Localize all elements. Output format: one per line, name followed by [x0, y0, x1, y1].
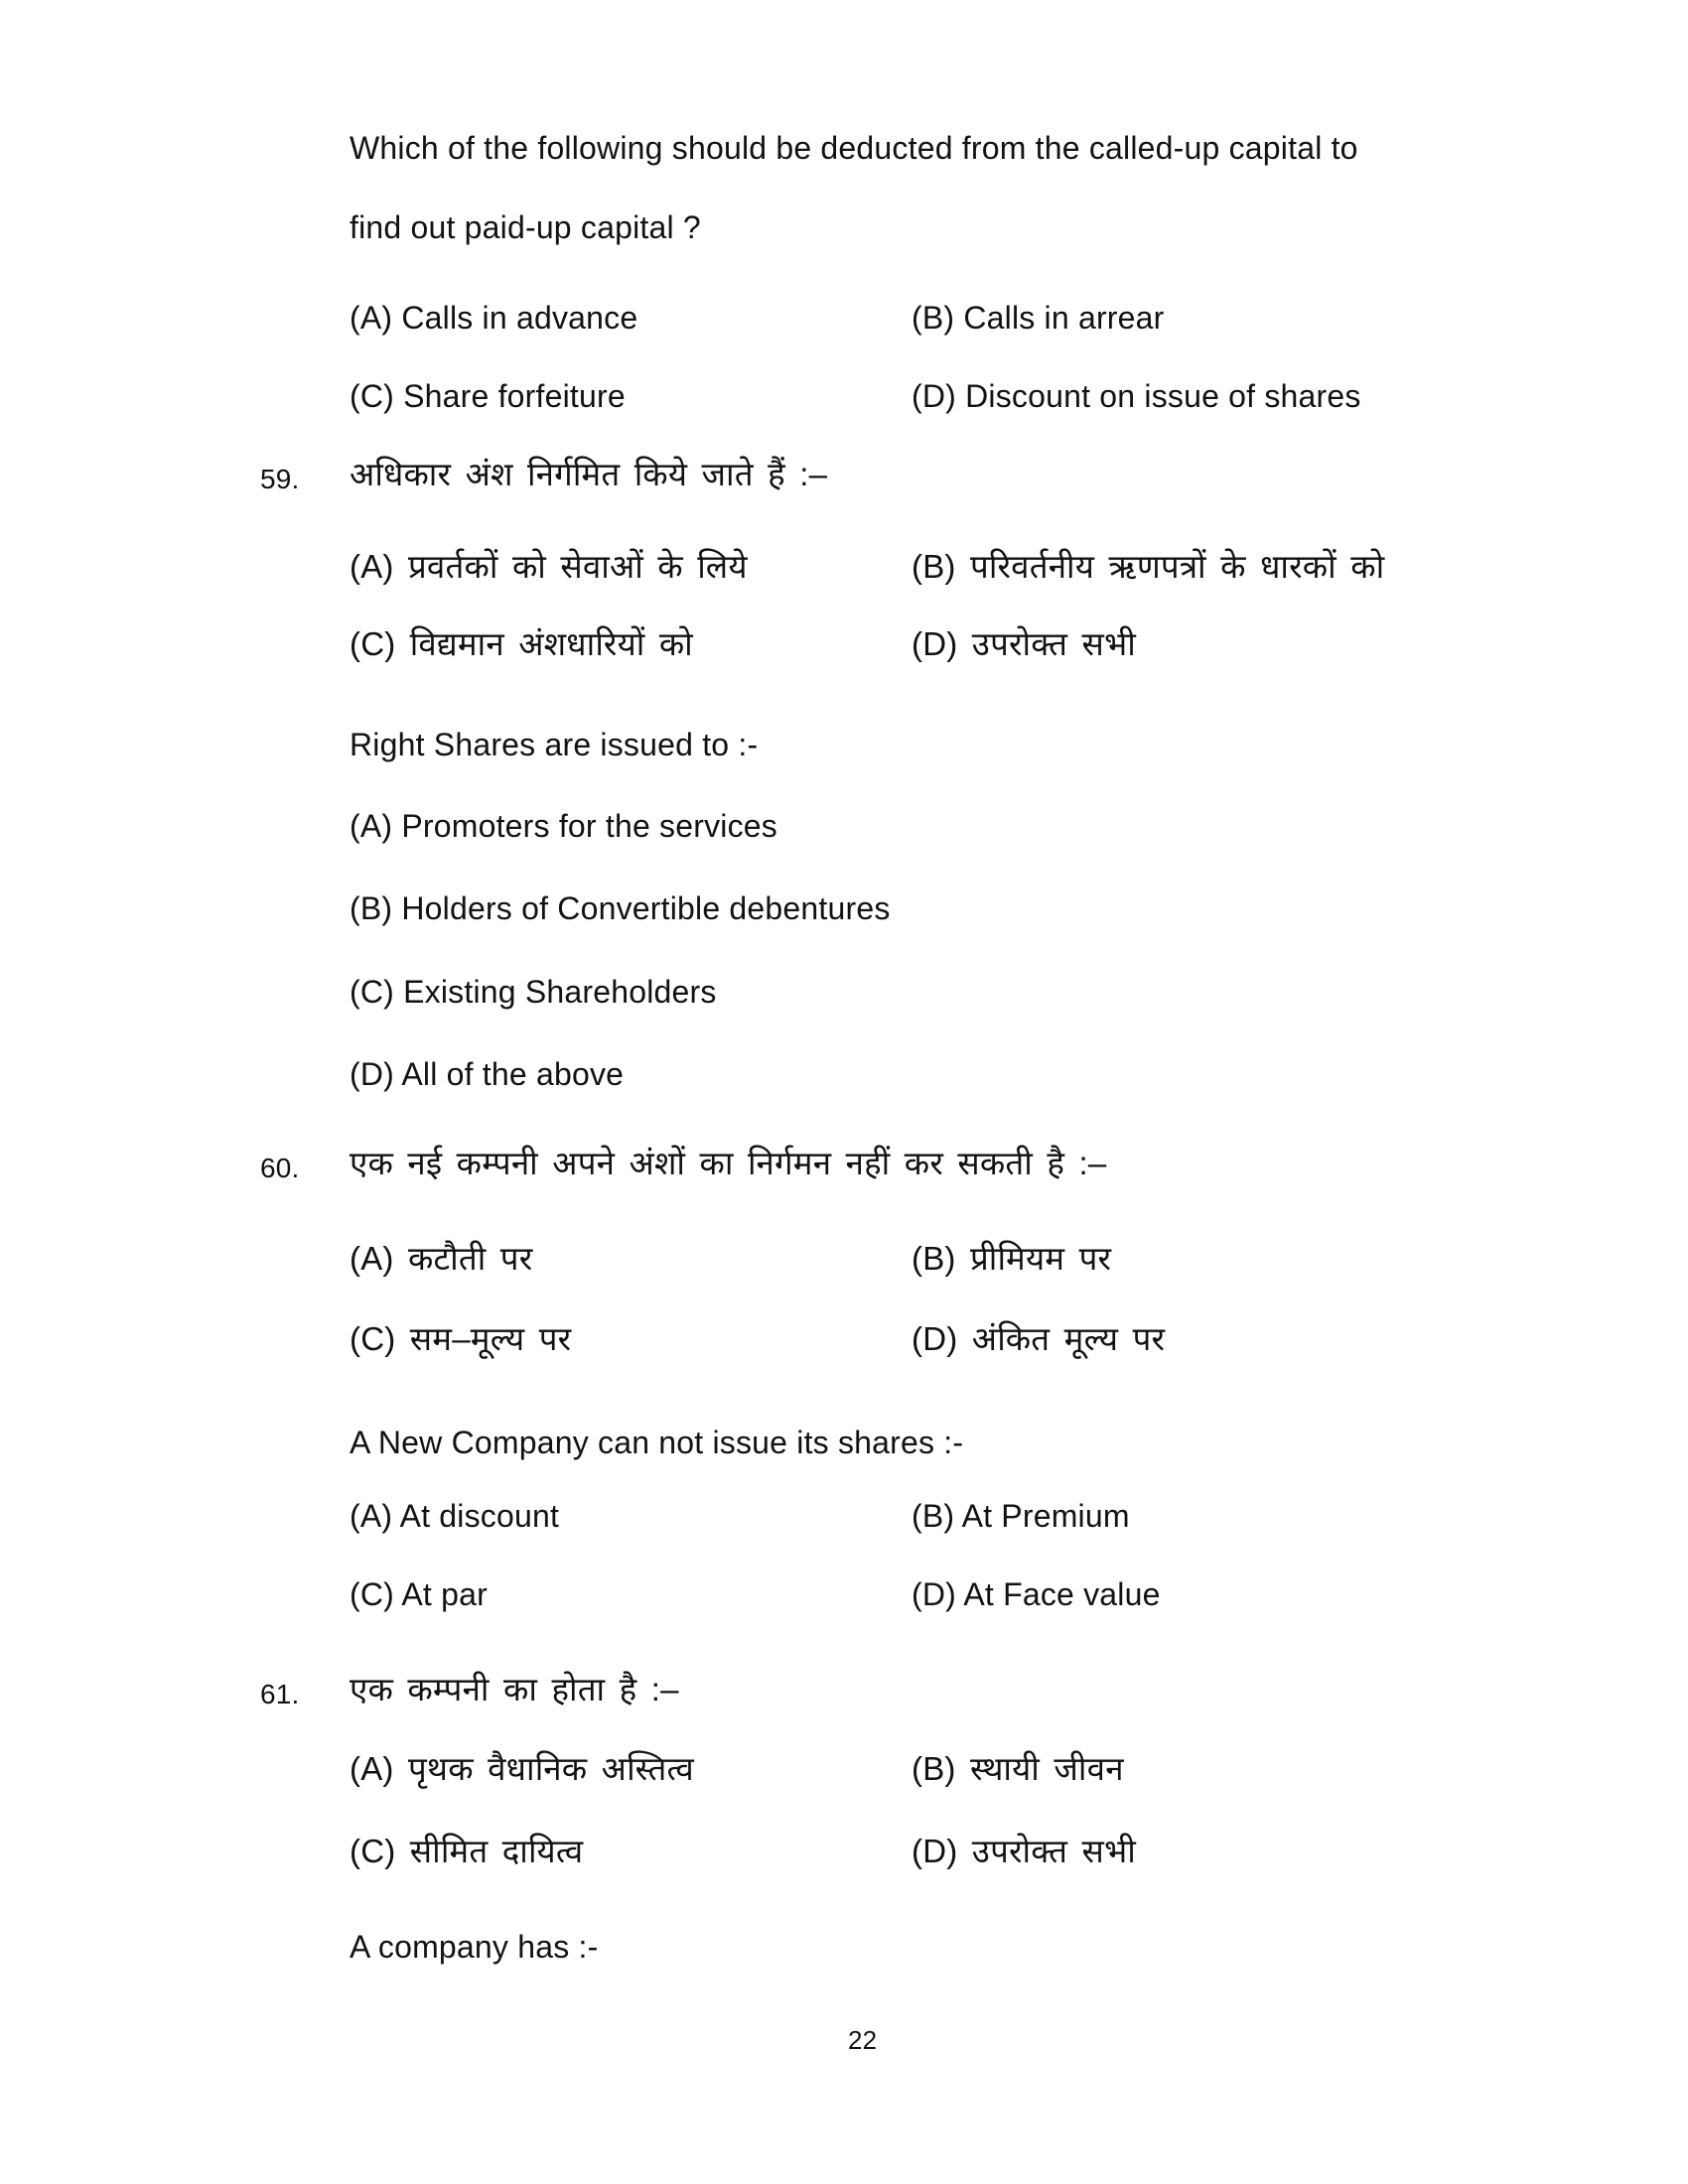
- question-61-number: 61.: [260, 1679, 300, 1709]
- question-58-option-d: (D) Discount on issue of shares: [912, 378, 1361, 414]
- question-60-english-option-b: (B) At Premium: [912, 1498, 1130, 1534]
- question-60-hindi-option-b: (B) प्रीमियम पर: [912, 1240, 1112, 1277]
- question-59-english-option-d: (D) All of the above: [350, 1056, 625, 1092]
- question-60-english-option-c: (C) At par: [350, 1576, 488, 1612]
- question-61-english-text: A company has :-: [350, 1929, 599, 1965]
- question-60-hindi-option-a: (A) कटौती पर: [350, 1240, 533, 1277]
- question-58-option-a: (A) Calls in advance: [350, 300, 638, 336]
- question-61-hindi-option-a: (A) पृथक वैधानिक अस्तित्व: [350, 1750, 694, 1787]
- question-59-english-option-a: (A) Promoters for the services: [350, 808, 777, 844]
- question-60-english-option-a: (A) At discount: [350, 1498, 560, 1534]
- question-58-english-line-1: Which of the following should be deducted from the called-up capital to: [350, 130, 1358, 166]
- question-59-hindi-text: अधिकार अंश निर्गमित किये जाते हैं :–: [350, 456, 828, 492]
- question-59-english-option-b: (B) Holders of Convertible debentures: [350, 890, 891, 926]
- question-60-english-option-d: (D) At Face value: [912, 1576, 1161, 1612]
- question-60-number: 60.: [260, 1153, 300, 1183]
- question-60-hindi-option-c: (C) सम–मूल्य पर: [350, 1320, 572, 1357]
- question-58-option-b: (B) Calls in arrear: [912, 300, 1165, 336]
- question-61-hindi-text: एक कम्पनी का होता है :–: [350, 1671, 679, 1707]
- question-58-option-c: (C) Share forfeiture: [350, 378, 626, 414]
- question-60-english-text: A New Company can not issue its shares :-: [350, 1425, 964, 1460]
- question-60-hindi-text: एक नई कम्पनी अपने अंशों का निर्गमन नहीं कर सकती है :–: [350, 1145, 1107, 1181]
- question-59-number: 59.: [260, 464, 300, 494]
- question-59-english-option-c: (C) Existing Shareholders: [350, 974, 717, 1010]
- question-58-english-line-2: find out paid-up capital ?: [350, 209, 701, 245]
- question-61-hindi-option-c: (C) सीमित दायित्व: [350, 1833, 584, 1869]
- question-61-hindi-option-b: (B) स्थायी जीवन: [912, 1750, 1124, 1787]
- question-59-hindi-option-a: (A) प्रवर्तकों को सेवाओं के लिये: [350, 548, 748, 585]
- question-61-hindi-option-d: (D) उपरोक्त सभी: [912, 1833, 1136, 1869]
- question-59-hindi-option-d: (D) उपरोक्त सभी: [912, 625, 1136, 662]
- question-59-english-text: Right Shares are issued to :-: [350, 727, 759, 762]
- question-59-hindi-option-c: (C) विद्यमान अंशधारियों को: [350, 625, 693, 662]
- page-number: 22: [848, 2025, 878, 2055]
- question-60-hindi-option-d: (D) अंकित मूल्य पर: [912, 1320, 1166, 1357]
- question-59-hindi-option-b: (B) परिवर्तनीय ऋणपत्रों के धारकों को: [912, 548, 1385, 585]
